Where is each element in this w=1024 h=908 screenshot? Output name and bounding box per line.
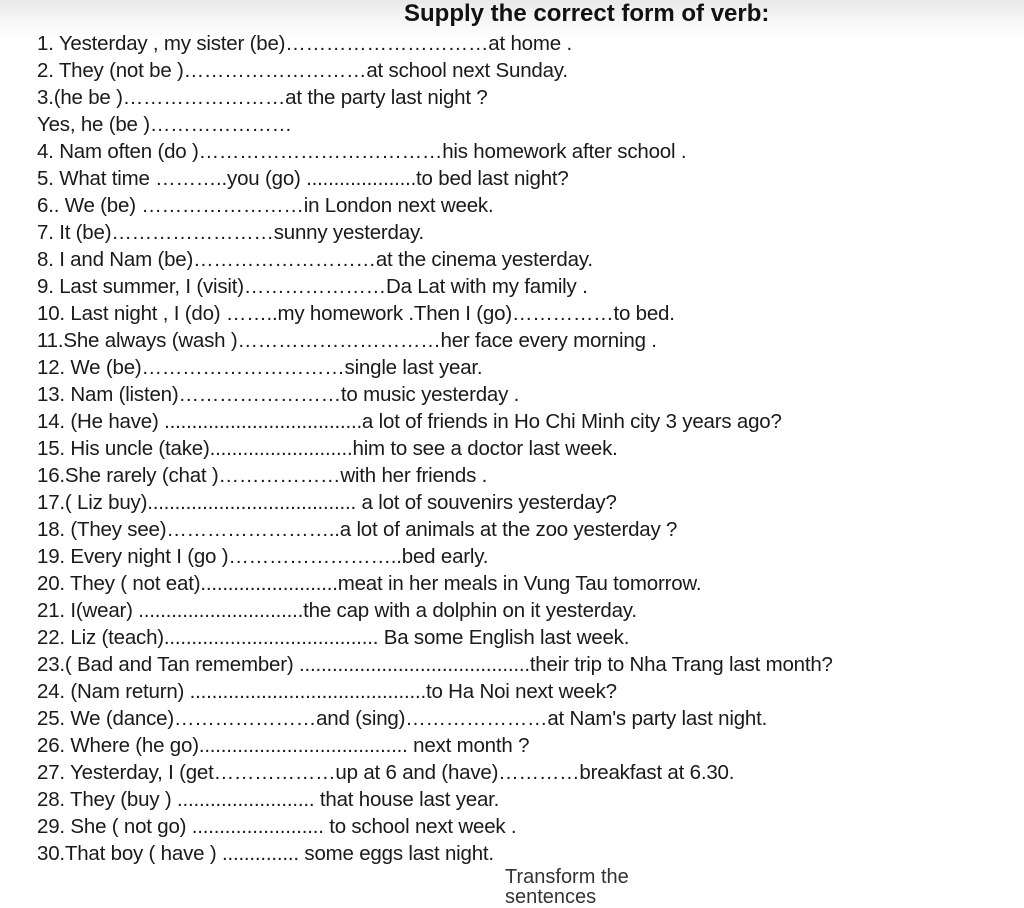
exercise-line: 28. They (buy ) ......................... that house last year. — [37, 788, 500, 811]
exercise-line: 25. We (dance)…………………and (sing)…………………at Nam's party last night. — [37, 707, 768, 730]
exercise-line: 1. Yesterday , my sister (be)…………………………at home . — [37, 32, 572, 55]
exercise-line: 2. They (not be )………………………at school next Sunday. — [37, 59, 568, 82]
exercise-line: 15. His uncle (take)..........................him to see a doctor last week. — [37, 437, 618, 460]
cutoff-heading-text: Transform the sentences — [505, 866, 629, 908]
exercise-line: 5. What time ………..you (go) ....................to bed last night? — [37, 167, 569, 190]
exercise-line: 11.She always (wash )…………………………her face every morning . — [37, 329, 657, 352]
exercise-line: 23.( Bad and Tan remember) ..........................................their trip to Nha Trang last month? — [37, 653, 833, 676]
exercise-line: 29. She ( not go) ........................ to school next week . — [37, 815, 517, 838]
exercise-line: 7. It (be)……………………sunny yesterday. — [37, 221, 424, 244]
exercise-line: 10. Last night , I (do) ……..my homework .Then I (go)……………to bed. — [37, 302, 675, 325]
worksheet-title: Supply the correct form of verb: — [404, 0, 770, 27]
exercise-line: 3.(he be )……………………at the party last night ? — [37, 86, 488, 109]
exercise-line: 8. I and Nam (be)………………………at the cinema yesterday. — [37, 248, 593, 271]
exercise-line: 18. (They see)……………………..a lot of animals at the zoo yesterday ? — [37, 518, 678, 541]
exercise-list — [37, 30, 833, 867]
exercise-line: 9. Last summer, I (visit)…………………Da Lat with my family . — [37, 275, 588, 298]
exercise-line: 4. Nam often (do )………………………………his homework after school . — [37, 140, 687, 163]
exercise-line: 27. Yesterday, I (get………………up at 6 and (have)…………breakfast at 6.30. — [37, 761, 735, 784]
exercise-line: 14. (He have) ....................................a lot of friends in Ho Chi Minh city 3 years ago? — [37, 410, 782, 433]
exercise-line: 26. Where (he go)...................................... next month ? — [37, 734, 530, 757]
exercise-line: 20. They ( not eat).........................meat in her meals in Vung Tau tomorrow. — [37, 572, 702, 595]
exercise-line: 12. We (be)…………………………single last year. — [37, 356, 483, 379]
exercise-line: 24. (Nam return) ...........................................to Ha Noi next week? — [37, 680, 617, 703]
exercise-line: 17.( Liz buy)...................................... a lot of souvenirs yesterday? — [37, 491, 617, 514]
exercise-line: 6.. We (be) ……………………in London next week. — [37, 194, 494, 217]
exercise-line: 13. Nam (listen)……………………to music yesterday . — [37, 383, 520, 406]
exercise-line: 21. I(wear) ..............................the cap with a dolphin on it yesterday. — [37, 599, 637, 622]
exercise-line: 30.That boy ( have ) .............. some eggs last night. — [37, 842, 494, 865]
exercise-line: Yes, he (be )………………… — [37, 113, 292, 136]
exercise-line: 22. Liz (teach)....................................... Ba some English last week. — [37, 626, 630, 649]
exercise-line: 19. Every night I (go )……………………..bed early. — [37, 545, 489, 568]
cutoff-heading — [505, 866, 715, 908]
exercise-line: 16.She rarely (chat )………………with her friends . — [37, 464, 488, 487]
